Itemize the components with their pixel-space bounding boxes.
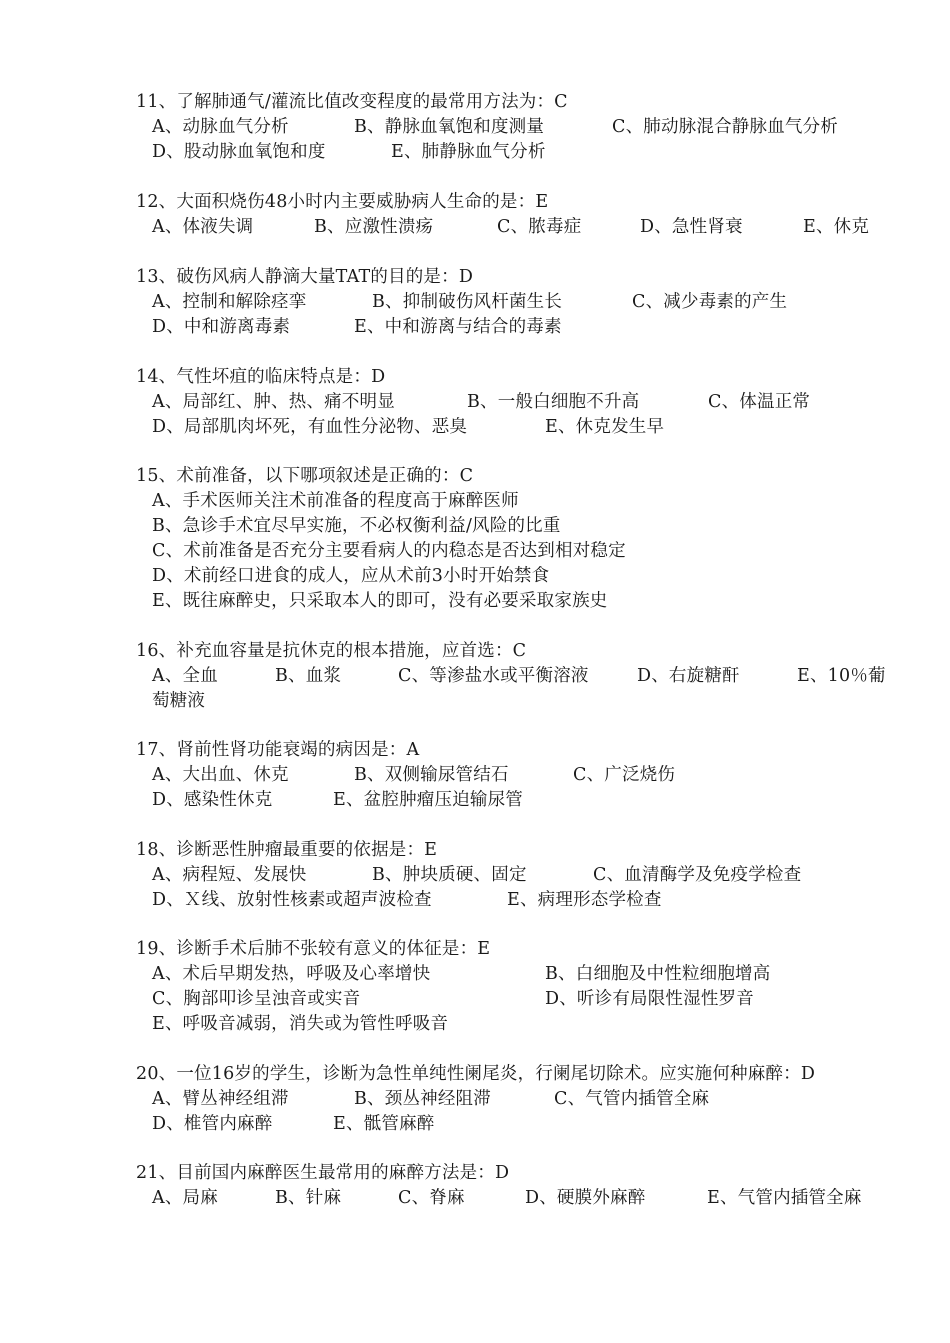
option-c: C、术前准备是否充分主要看病人的内稳态是否达到相对稳定: [152, 541, 626, 561]
question-stem: 11、了解肺通气/灌流比值改变程度的最常用方法为：C: [136, 92, 568, 112]
option-a: A、控制和解除痉挛: [152, 292, 307, 312]
option-e: E、气管内插管全麻: [707, 1188, 862, 1208]
option-b: B、颈丛神经阻滞: [354, 1089, 491, 1109]
option-e: E、肺静脉血气分析: [391, 142, 546, 162]
question-stem: 13、破伤风病人静滴大量TAT的目的是：D: [136, 267, 474, 287]
option-d: D、听诊有局限性湿性罗音: [545, 989, 754, 1009]
option-c: C、等渗盐水或平衡溶液: [398, 666, 589, 686]
question-stem: 14、气性坏疽的临床特点是：D: [136, 367, 386, 387]
option-c: C、胸部叩诊呈浊音或实音: [152, 989, 361, 1009]
option-d: D、右旋糖酐: [637, 666, 740, 686]
option-e: E、盆腔肿瘤压迫输尿管: [333, 790, 523, 810]
option-d: D、局部肌肉坏死，有血性分泌物、恶臭: [152, 417, 468, 437]
question-stem: 15、术前准备，以下哪项叙述是正确的：C: [136, 466, 474, 486]
option-a: A、臂丛神经组滞: [152, 1089, 289, 1109]
option-d: D、急性肾衰: [640, 217, 743, 237]
option-a: A、术后早期发热，呼吸及心率增快: [152, 964, 431, 984]
option-b: B、抑制破伤风杆菌生长: [372, 292, 563, 312]
option-d: D、Ｘ线、放射性核素或超声波检查: [152, 890, 432, 910]
option-d: D、硬膜外麻醉: [525, 1188, 646, 1208]
option-c: C、广泛烧伤: [573, 765, 676, 785]
option-d: D、术前经口进食的成人，应从术前3小时开始禁食: [152, 566, 550, 586]
option-a: A、局麻: [152, 1188, 218, 1208]
option-b: B、血浆: [275, 666, 342, 686]
option-a: A、病程短、发展快: [152, 865, 307, 885]
option-a: A、大出血、休克: [152, 765, 289, 785]
option-c: C、减少毒素的产生: [632, 292, 788, 312]
option-e: E、骶管麻醉: [333, 1114, 435, 1134]
question-stem: 16、补充血容量是抗休克的根本措施，应首选：C: [136, 641, 527, 661]
option-c: C、体温正常: [708, 392, 811, 412]
option-d: D、中和游离毒素: [152, 317, 291, 337]
option-b: B、应激性溃疡: [314, 217, 434, 237]
option-a: A、手术医师关注术前准备的程度高于麻醉医师: [152, 491, 519, 511]
question-stem: 18、诊断恶性肿瘤最重要的依据是：E: [136, 840, 438, 860]
option-b: B、肿块质硬、固定: [372, 865, 527, 885]
option-e: E、休克: [803, 217, 870, 237]
option-e: E、10％葡: [797, 666, 886, 686]
question-stem: 21、目前国内麻醉医生最常用的麻醉方法是：D: [136, 1163, 510, 1183]
option-e-continued: 萄糖液: [152, 691, 206, 711]
option-b: B、白细胞及中性粒细胞增高: [545, 964, 771, 984]
option-a: A、局部红、肿、热、痛不明显: [152, 392, 395, 412]
option-b: B、针麻: [275, 1188, 342, 1208]
option-e: E、休克发生早: [545, 417, 665, 437]
option-a: A、体液失调: [152, 217, 254, 237]
question-stem: 20、一位16岁的学生，诊断为急性单纯性阑尾炎，行阑尾切除术。应实施何种麻醉：D: [136, 1064, 816, 1084]
option-b: B、静脉血氧饱和度测量: [354, 117, 545, 137]
option-e: E、既往麻醉史，只采取本人的即可，没有必要采取家族史: [152, 591, 608, 611]
option-b: B、一般白细胞不升高: [467, 392, 640, 412]
option-a: A、全血: [152, 666, 218, 686]
option-c: C、血清酶学及免疫学检查: [593, 865, 802, 885]
option-e: E、中和游离与结合的毒素: [354, 317, 562, 337]
option-a: A、动脉血气分析: [152, 117, 289, 137]
option-b: B、双侧输尿管结石: [354, 765, 509, 785]
question-stem: 12、大面积烧伤48小时内主要威胁病人生命的是：E: [136, 192, 549, 212]
option-d: D、椎管内麻醉: [152, 1114, 273, 1134]
option-d: D、感染性休克: [152, 790, 273, 810]
option-c: C、脊麻: [398, 1188, 465, 1208]
option-e: E、呼吸音减弱，消失或为管性呼吸音: [152, 1014, 449, 1034]
option-c: C、气管内插管全麻: [554, 1089, 710, 1109]
option-c: C、肺动脉混合静脉血气分析: [612, 117, 838, 137]
option-e: E、病理形态学检查: [507, 890, 662, 910]
question-stem: 19、诊断手术后肺不张较有意义的体征是：E: [136, 939, 491, 959]
option-d: D、股动脉血氧饱和度: [152, 142, 326, 162]
question-stem: 17、肾前性肾功能衰竭的病因是：A: [136, 740, 420, 760]
option-c: C、脓毒症: [497, 217, 582, 237]
option-b: B、急诊手术宜尽早实施，不必权衡利益/风险的比重: [152, 516, 561, 536]
